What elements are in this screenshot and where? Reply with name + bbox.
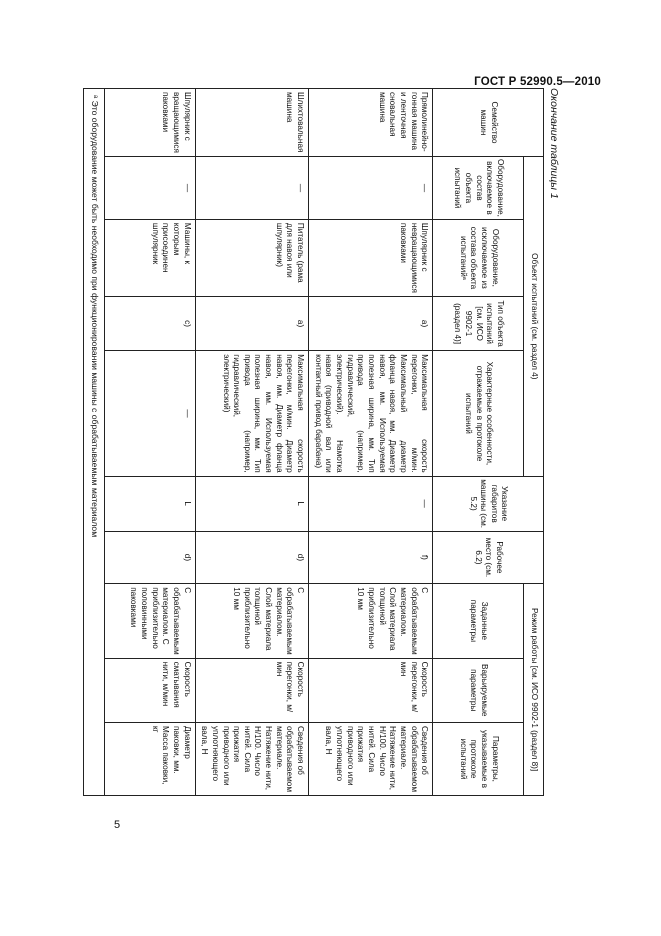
table-continuation-caption: Окончание таблицы 1 bbox=[548, 88, 560, 199]
header-set-params: Заданные параметры bbox=[433, 584, 524, 658]
cell-workplace: d) bbox=[195, 531, 309, 584]
header-features: Характерные особенности, отражаемые в протоколе испытаний bbox=[433, 351, 524, 476]
cell-workplace: d) bbox=[104, 531, 195, 584]
page-number: 5 bbox=[114, 819, 121, 831]
column-header-row bbox=[433, 89, 524, 796]
table-footnote: ᵃ Это оборудование может быть необходимо при функционировании машины с обрабатываемым материалом bbox=[84, 89, 104, 796]
cell-equipment-excluded: Шпулярник с неврaщающимися паковками bbox=[309, 219, 433, 296]
cell-family: Шпулярник с вращающимися паковками bbox=[104, 89, 195, 157]
group-object: Объект испытаний (см. раздел 4) bbox=[524, 156, 544, 476]
cell-var-params: Скорость перегонки, м/мин bbox=[309, 658, 433, 722]
cell-object-type: a) bbox=[195, 296, 309, 350]
header-report-params: Параметры, указываемые в протоколе испытаний bbox=[433, 722, 524, 795]
table-row bbox=[309, 89, 433, 796]
cell-features: Максимальная скорость перегонки, м/мин. Максимальный диаметр фланца навоя, мм. Диаметр навоя, мм. Используемая полезная ширина, мм. Тип привода (например, гидравлический, электрический). Намотка навоя (приводной вал или контактный привод барабана) bbox=[309, 351, 433, 476]
header-equipment-excluded: Оборудование, исключаемое из состава объекта испытанийᵃ bbox=[433, 219, 524, 296]
header-workplace: Рабочее место (см. 6.2) bbox=[433, 531, 544, 584]
cell-family: Прямолинейно-гонная машина и ленточная сновальная машина bbox=[309, 89, 433, 157]
cell-equipment: — bbox=[195, 156, 309, 219]
cell-features: — bbox=[104, 351, 195, 476]
cell-features: Максимальная скорость перегонки, м/мин. Диаметр навоя, мм. Диаметр фланца навоя, мм. Используемая полезная ширина, мм. Тип привода (например, гидравлический, электрический) bbox=[195, 351, 309, 476]
cell-set-params: С обрабатываемым материалом. Слой материала толщиной приблизительно 10 мм bbox=[309, 584, 433, 658]
cell-object-type: a) bbox=[309, 296, 433, 350]
cell-report-params: Сведения об обрабатываемом материале. Натяжение нити, Н/100. Число нитей. Сила прижатия приводного или уплотняющего вала, Н bbox=[309, 722, 433, 795]
cell-report-params: Диаметр паковки, мм. Масса паковки, кг bbox=[104, 722, 195, 795]
cell-set-params: С обрабатываемым материалом. Слой материала толщиной приблизительно 10 мм bbox=[195, 584, 309, 658]
cell-dims: L bbox=[104, 476, 195, 531]
footnote-row bbox=[84, 89, 104, 796]
cell-set-params: С обрабатываемым материалом. С приблизительно половинными паковками bbox=[104, 584, 195, 658]
header-family: Семейство машин bbox=[433, 89, 544, 157]
table-landscape bbox=[89, 88, 560, 796]
machine-test-table bbox=[83, 88, 544, 796]
group-mode: Режим работы [см. ИСО 9902-1 (раздел 8)] bbox=[524, 584, 544, 796]
cell-dims: — bbox=[309, 476, 433, 531]
cell-family: Шлихтовальная машина bbox=[195, 89, 309, 157]
cell-equipment-excluded: Машины, к которым присоединен шпулярник bbox=[104, 219, 195, 296]
header-dims: Указание габаритов машины (см. 5.2) bbox=[433, 476, 544, 531]
cell-object-type: c) bbox=[104, 296, 195, 350]
cell-var-params: Скорость перегонки, м/мин bbox=[195, 658, 309, 722]
standard-number: ГОСТ Р 52990.5—2010 bbox=[474, 76, 601, 88]
table-row bbox=[195, 89, 309, 796]
cell-equipment: — bbox=[104, 156, 195, 219]
header-object-type: Тип объекта испытаний [см. ИСО 9902-1 (раздел 4)] bbox=[433, 296, 524, 350]
rotated-table-area bbox=[89, 88, 560, 796]
header-equipment: Оборудование, включаемое в состав объекта испытаний bbox=[433, 156, 524, 219]
table-row bbox=[104, 89, 195, 796]
group-header-row bbox=[524, 89, 544, 796]
cell-equipment: — bbox=[309, 156, 433, 219]
cell-equipment-excluded: Питатель (рама для навоя или шпулярник) bbox=[195, 219, 309, 296]
cell-var-params: Скорость сматывания нити, м/мин bbox=[104, 658, 195, 722]
cell-workplace: f) bbox=[309, 531, 433, 584]
cell-dims: L bbox=[195, 476, 309, 531]
header-var-params: Варьируемые параметры bbox=[433, 658, 524, 722]
cell-report-params: Сведения об обрабатываемом материале. Натяжение нити, Н/100. Число нитей. Сила прижатия приводного или уплотняющего вала, Н bbox=[195, 722, 309, 795]
